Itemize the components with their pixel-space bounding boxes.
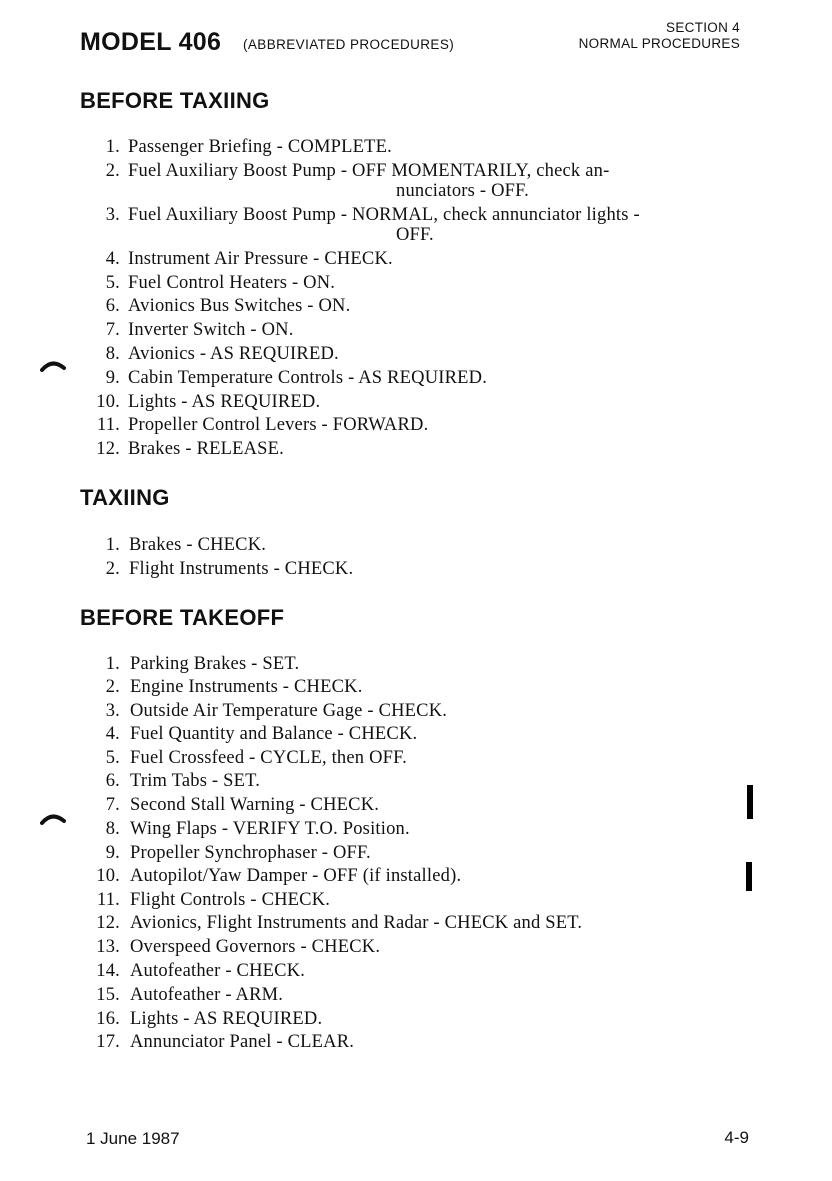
item-number: 7. bbox=[105, 320, 120, 340]
item-text: Second Stall Warning - CHECK. bbox=[130, 795, 380, 815]
item-number: 7. bbox=[105, 795, 120, 815]
item-number: 11. bbox=[96, 890, 120, 910]
item-text: Fuel Auxiliary Boost Pump - NORMAL, check annunciator lights - bbox=[128, 205, 640, 225]
heading-before-takeoff: BEFORE TAKEOFF bbox=[80, 605, 285, 630]
page-number: 4-9 bbox=[724, 1128, 749, 1147]
item-text: Engine Instruments - CHECK. bbox=[130, 677, 363, 697]
item-text: Inverter Switch - ON. bbox=[128, 320, 294, 340]
item-text: Fuel Control Heaters - ON. bbox=[128, 273, 336, 293]
item-number: 3. bbox=[105, 701, 120, 721]
footer-date: 1 June 1987 bbox=[86, 1129, 180, 1148]
revision-bar bbox=[746, 862, 752, 891]
item-text: Parking Brakes - SET. bbox=[130, 654, 300, 674]
item-text: Autofeather - CHECK. bbox=[130, 961, 306, 981]
item-text: Flight Instruments - CHECK. bbox=[129, 559, 354, 579]
item-text: Brakes - CHECK. bbox=[129, 535, 267, 555]
item-number: 2. bbox=[105, 677, 120, 697]
item-number: 9. bbox=[105, 368, 120, 388]
margin-mark-icon bbox=[40, 810, 68, 826]
item-number: 5. bbox=[105, 748, 120, 768]
item-number: 17. bbox=[96, 1032, 120, 1052]
revision-bar bbox=[747, 785, 753, 819]
item-text: Annunciator Panel - CLEAR. bbox=[130, 1032, 355, 1052]
section-number: SECTION 4 bbox=[666, 20, 740, 35]
item-number: 3. bbox=[105, 205, 120, 225]
item-text: Trim Tabs - SET. bbox=[130, 771, 261, 791]
model-title: MODEL 406 bbox=[80, 28, 222, 56]
item-text: Outside Air Temperature Gage - CHECK. bbox=[130, 701, 448, 721]
item-continuation: OFF. bbox=[396, 225, 434, 245]
item-text: Propeller Synchrophaser - OFF. bbox=[130, 843, 371, 863]
header-subtitle: (ABBREVIATED PROCEDURES) bbox=[243, 37, 455, 52]
item-text: Flight Controls - CHECK. bbox=[130, 890, 331, 910]
item-number: 5. bbox=[105, 273, 120, 293]
item-number: 2. bbox=[105, 161, 120, 181]
heading-before-taxiing: BEFORE TAXIING bbox=[80, 88, 270, 113]
item-text: Lights - AS REQUIRED. bbox=[128, 392, 321, 412]
item-text: Avionics - AS REQUIRED. bbox=[128, 344, 339, 364]
item-number: 16. bbox=[96, 1009, 120, 1029]
item-number: 14. bbox=[96, 961, 120, 981]
item-number: 8. bbox=[105, 344, 120, 364]
item-text: Overspeed Governors - CHECK. bbox=[130, 937, 381, 957]
item-text: Cabin Temperature Controls - AS REQUIRED. bbox=[128, 368, 488, 388]
item-continuation: nunciators - OFF. bbox=[396, 181, 529, 201]
section-title: NORMAL PROCEDURES bbox=[578, 36, 740, 51]
item-number: 4. bbox=[105, 249, 120, 269]
item-number: 1. bbox=[105, 654, 120, 674]
item-text: Fuel Auxiliary Boost Pump - OFF MOMENTARILY, check an- bbox=[128, 161, 610, 181]
margin-mark-icon bbox=[40, 357, 68, 373]
item-text: Propeller Control Levers - FORWARD. bbox=[128, 415, 429, 435]
item-text: Passenger Briefing - COMPLETE. bbox=[128, 137, 392, 157]
item-text: Brakes - RELEASE. bbox=[128, 439, 284, 459]
heading-taxiing: TAXIING bbox=[80, 485, 170, 510]
item-number: 6. bbox=[105, 296, 120, 316]
item-number: 8. bbox=[105, 819, 120, 839]
item-number: 11. bbox=[96, 415, 120, 435]
item-text: Avionics, Flight Instruments and Radar - CHECK and SET. bbox=[130, 913, 583, 933]
item-text: Fuel Quantity and Balance - CHECK. bbox=[130, 724, 418, 744]
item-number: 1. bbox=[105, 137, 120, 157]
item-number: 10. bbox=[96, 392, 120, 412]
item-text: Autopilot/Yaw Damper - OFF (if installed). bbox=[130, 866, 462, 886]
item-number: 13. bbox=[96, 937, 120, 957]
section-label bbox=[579, 20, 740, 52]
item-number: 9. bbox=[105, 843, 120, 863]
item-number: 12. bbox=[96, 439, 120, 459]
item-number: 1. bbox=[105, 535, 120, 555]
item-text: Fuel Crossfeed - CYCLE, then OFF. bbox=[130, 748, 407, 768]
item-number: 12. bbox=[96, 913, 120, 933]
item-number: 6. bbox=[105, 771, 120, 791]
item-text: Instrument Air Pressure - CHECK. bbox=[128, 249, 393, 269]
item-number: 4. bbox=[105, 724, 120, 744]
item-number: 2. bbox=[105, 559, 120, 579]
item-number: 10. bbox=[96, 866, 120, 886]
item-text: Autofeather - ARM. bbox=[130, 985, 284, 1005]
item-text: Lights - AS REQUIRED. bbox=[130, 1009, 323, 1029]
item-text: Wing Flaps - VERIFY T.O. Position. bbox=[130, 819, 410, 839]
item-text: Avionics Bus Switches - ON. bbox=[128, 296, 351, 316]
item-number: 15. bbox=[96, 985, 120, 1005]
